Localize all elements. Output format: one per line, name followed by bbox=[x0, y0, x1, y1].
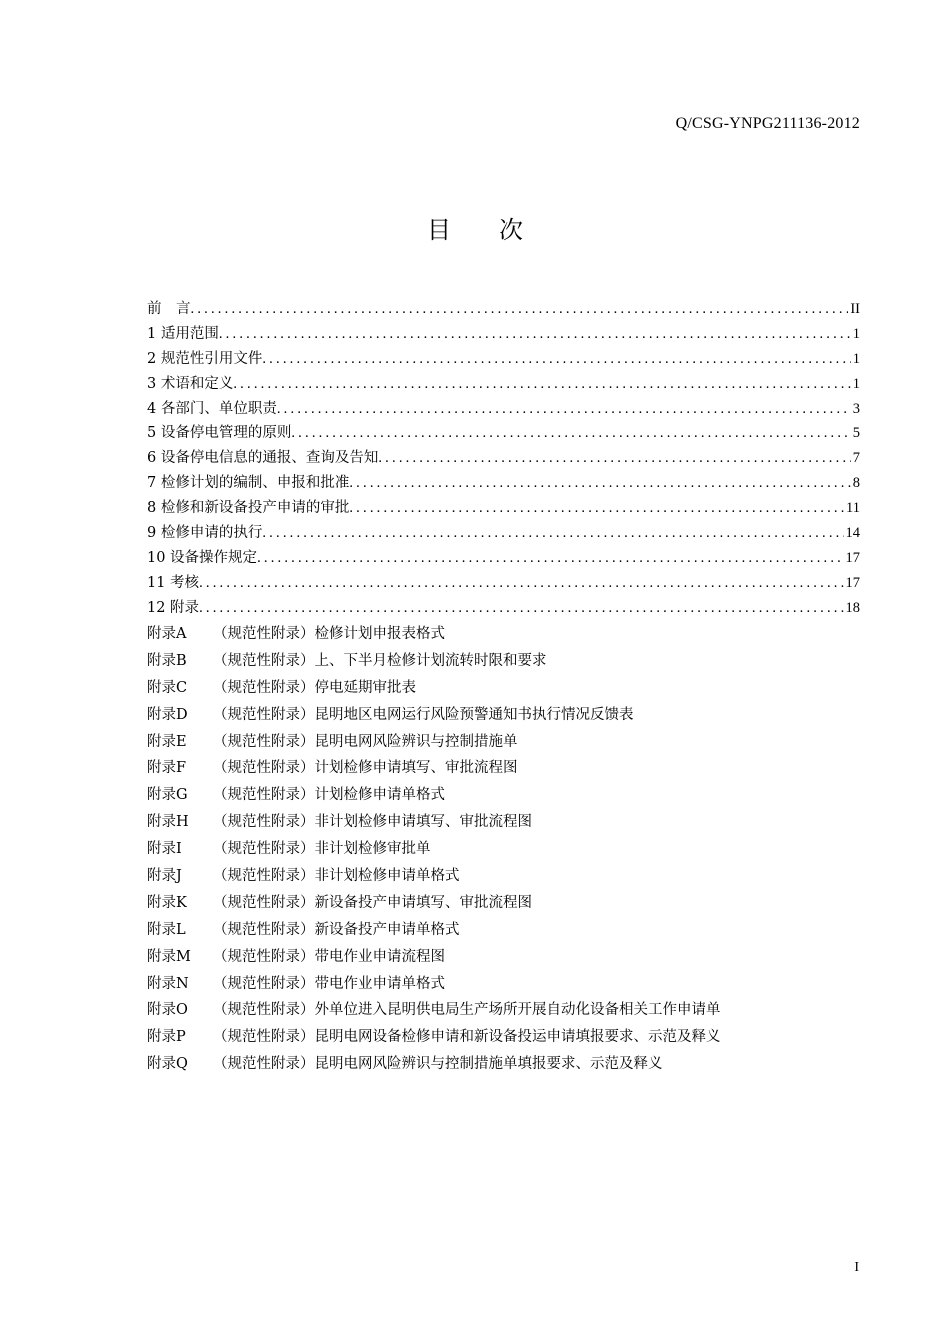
appendix-entry-d[interactable] bbox=[147, 702, 860, 729]
appendix-entry-c[interactable] bbox=[147, 675, 860, 702]
appendix-title: （规范性附录）停电延期审批表 bbox=[213, 679, 416, 696]
appendix-list bbox=[147, 621, 860, 1078]
appendix-title: （规范性附录）昆明电网风险辨识与控制措施单填报要求、示范及释义 bbox=[213, 1056, 663, 1073]
appendix-title: （规范性附录）计划检修申请单格式 bbox=[213, 787, 445, 804]
toc-entry-11[interactable] bbox=[147, 571, 860, 596]
appendix-entry-a[interactable] bbox=[147, 621, 860, 648]
appendix-entry-e[interactable] bbox=[147, 729, 860, 756]
appendix-entry-g[interactable] bbox=[147, 782, 860, 809]
appendix-entry-h[interactable] bbox=[147, 809, 860, 836]
toc-label: 2 规范性引用文件 bbox=[147, 350, 263, 367]
toc-entry-5[interactable] bbox=[147, 421, 860, 446]
toc-page: 5 bbox=[852, 425, 860, 442]
toc-page: 1 bbox=[852, 325, 860, 342]
toc-entry-7[interactable] bbox=[147, 471, 860, 496]
toc-label: 9 检修申请的执行 bbox=[147, 525, 263, 542]
toc-page: 17 bbox=[845, 549, 860, 566]
appendix-title: （规范性附录）带电作业申请单格式 bbox=[213, 975, 445, 992]
toc-leader bbox=[262, 521, 843, 546]
toc-label: 3 术语和定义 bbox=[147, 375, 234, 392]
toc-page: 1 bbox=[852, 350, 860, 367]
appendix-entry-b[interactable] bbox=[147, 648, 860, 675]
toc-entry-10[interactable] bbox=[147, 546, 860, 571]
toc-entry-3[interactable] bbox=[147, 372, 860, 397]
toc-page: 3 bbox=[852, 400, 860, 417]
appendix-entry-j[interactable] bbox=[147, 863, 860, 890]
toc-leader bbox=[233, 372, 850, 397]
toc-label: 前 言 bbox=[147, 301, 191, 317]
appendix-entry-o[interactable] bbox=[147, 997, 860, 1024]
toc-leader bbox=[349, 496, 844, 521]
page-title bbox=[0, 210, 950, 245]
appendix-title: （规范性附录）昆明电网风险辨识与控制措施单 bbox=[213, 733, 518, 750]
appendix-entry-k[interactable] bbox=[147, 890, 860, 917]
toc-label: 12 附录 bbox=[147, 599, 200, 616]
appendix-title: （规范性附录）昆明电网设备检修申请和新设备投运申请填报要求、示范及释义 bbox=[213, 1029, 721, 1046]
appendix-code: 附录Q bbox=[147, 1056, 188, 1073]
toc-page: 1 bbox=[852, 375, 860, 392]
appendix-code: 附录J bbox=[147, 868, 182, 885]
appendix-code: 附录N bbox=[147, 975, 189, 992]
appendix-code: 附录D bbox=[147, 706, 188, 723]
toc-page: 18 bbox=[845, 599, 860, 616]
appendix-title: （规范性附录）非计划检修申请单格式 bbox=[213, 868, 460, 885]
appendix-code: 附录G bbox=[147, 787, 188, 804]
toc-leader bbox=[378, 446, 850, 471]
toc-entry-foreword[interactable] bbox=[147, 297, 860, 322]
appendix-code: 附录P bbox=[147, 1029, 186, 1046]
appendix-code: 附录H bbox=[147, 814, 189, 831]
toc-page: 7 bbox=[852, 450, 860, 467]
toc-entry-1[interactable] bbox=[147, 322, 860, 347]
toc-page: 8 bbox=[852, 475, 860, 492]
appendix-code: 附录I bbox=[147, 841, 182, 858]
toc-entry-8[interactable] bbox=[147, 496, 860, 521]
page-number: I bbox=[854, 1260, 859, 1275]
appendix-code: 附录O bbox=[147, 1002, 188, 1019]
toc-page: 14 bbox=[845, 525, 860, 542]
title-char-1: 目 bbox=[427, 216, 451, 244]
appendix-entry-f[interactable] bbox=[147, 755, 860, 782]
title-char-2: 次 bbox=[499, 216, 523, 244]
appendix-title: （规范性附录）非计划检修审批单 bbox=[213, 841, 431, 858]
toc-entry-6[interactable] bbox=[147, 446, 860, 471]
toc-page: II bbox=[850, 301, 860, 317]
toc-label: 6 设备停电信息的通报、查询及告知 bbox=[147, 450, 379, 467]
toc-label: 5 设备停电管理的原则 bbox=[147, 425, 292, 442]
appendix-entry-i[interactable] bbox=[147, 836, 860, 863]
toc-leader bbox=[199, 596, 843, 621]
document-code: Q/CSG-YNPG211136-2012 bbox=[675, 115, 860, 132]
appendix-code: 附录L bbox=[147, 921, 186, 938]
appendix-title: （规范性附录）新设备投产申请填写、审批流程图 bbox=[213, 894, 532, 911]
toc-leader bbox=[191, 297, 849, 322]
appendix-entry-q[interactable] bbox=[147, 1051, 860, 1078]
toc-leader bbox=[219, 322, 851, 347]
toc-leader bbox=[349, 471, 850, 496]
appendix-title: （规范性附录）上、下半月检修计划流转时限和要求 bbox=[213, 652, 547, 669]
appendix-title: （规范性附录）外单位进入昆明供电局生产场所开展自动化设备相关工作申请单 bbox=[213, 1002, 721, 1019]
appendix-code: 附录B bbox=[147, 652, 187, 669]
toc-label: 1 适用范围 bbox=[147, 325, 219, 342]
appendix-code: 附录K bbox=[147, 894, 187, 911]
toc-entry-12[interactable] bbox=[147, 596, 860, 621]
appendix-code: 附录C bbox=[147, 679, 188, 696]
toc-label: 11 考核 bbox=[147, 574, 200, 591]
toc-page: 11 bbox=[846, 500, 860, 517]
appendix-entry-p[interactable] bbox=[147, 1024, 860, 1051]
appendix-title: （规范性附录）检修计划申报表格式 bbox=[213, 626, 445, 642]
table-of-contents bbox=[147, 297, 860, 621]
appendix-code: 附录A bbox=[147, 626, 187, 642]
toc-label: 8 检修和新设备投产申请的审批 bbox=[147, 500, 350, 517]
appendix-title: （规范性附录）非计划检修申请填写、审批流程图 bbox=[213, 814, 532, 831]
toc-leader bbox=[199, 571, 843, 596]
appendix-title: （规范性附录）带电作业申请流程图 bbox=[213, 948, 445, 965]
toc-label: 4 各部门、单位职责 bbox=[147, 400, 277, 417]
toc-entry-9[interactable] bbox=[147, 521, 860, 546]
appendix-code: 附录M bbox=[147, 948, 191, 965]
appendix-title: （规范性附录）昆明地区电网运行风险预警通知书执行情况反馈表 bbox=[213, 706, 634, 723]
toc-label: 10 设备操作规定 bbox=[147, 549, 258, 566]
toc-leader bbox=[257, 546, 843, 571]
appendix-entry-n[interactable] bbox=[147, 971, 860, 998]
appendix-code: 附录E bbox=[147, 733, 187, 750]
toc-leader bbox=[291, 421, 850, 446]
toc-label: 7 检修计划的编制、申报和批准 bbox=[147, 475, 350, 492]
appendix-title: （规范性附录）计划检修申请填写、审批流程图 bbox=[213, 760, 518, 777]
toc-entry-2[interactable] bbox=[147, 347, 860, 372]
appendix-entry-l[interactable] bbox=[147, 917, 860, 944]
appendix-entry-m[interactable] bbox=[147, 944, 860, 971]
appendix-code: 附录F bbox=[147, 760, 187, 777]
appendix-title: （规范性附录）新设备投产申请单格式 bbox=[213, 921, 460, 938]
toc-page: 17 bbox=[845, 574, 860, 591]
toc-entry-4[interactable] bbox=[147, 397, 860, 422]
toc-leader bbox=[262, 347, 850, 372]
toc-leader bbox=[277, 397, 851, 422]
